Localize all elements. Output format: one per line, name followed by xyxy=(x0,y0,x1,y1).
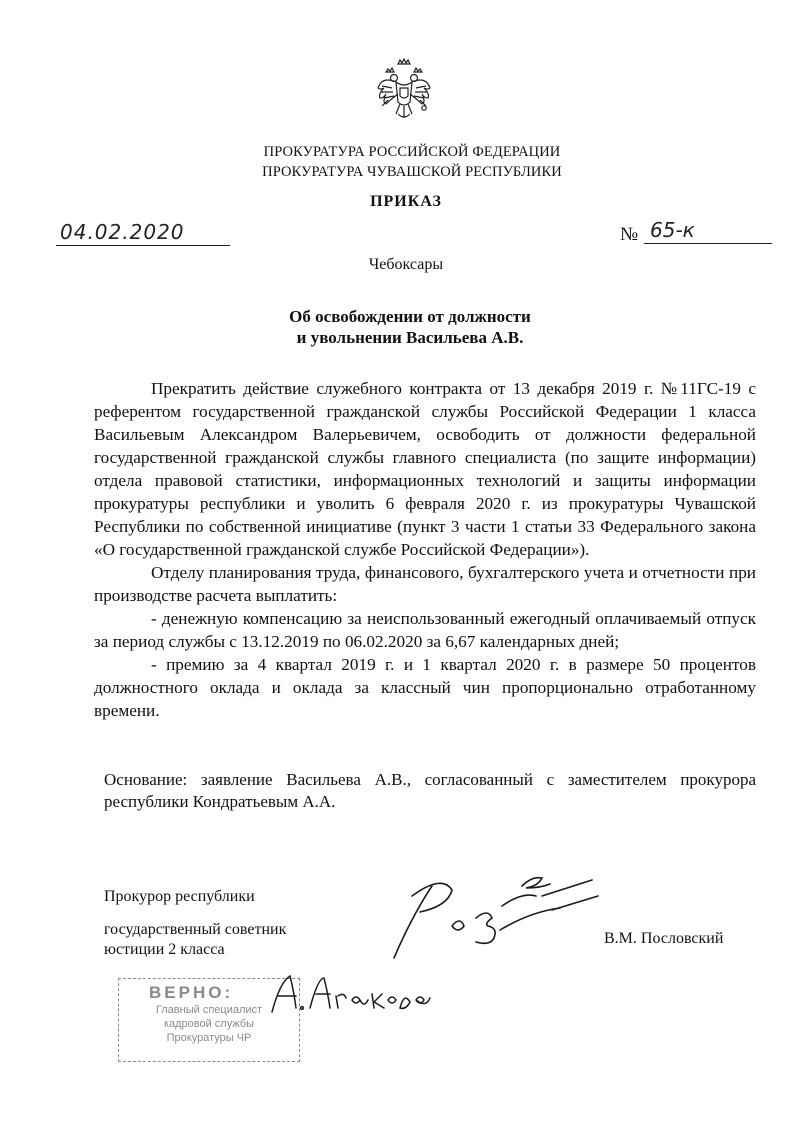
coat-of-arms-emblem xyxy=(374,58,434,124)
stamp-line-3: Прокуратуры ЧР xyxy=(166,1032,252,1044)
body-list-item-2: - премию за 4 квартал 2019 г. и 1 квартал 2020 г. в размере 50 процентов должностного оклада и оклада за классный чин пропорционально отработанному времени. xyxy=(94,655,756,720)
subject-line-1: Об освобождении от должности xyxy=(289,307,531,326)
order-date: 04.02.2020 xyxy=(56,220,230,246)
order-basis: Основание: заявление Васильева А.В., согласованный с заместителем прокурора республики Кондратьевым А.А. xyxy=(104,770,756,811)
stamp-line-1: Главный специалист xyxy=(155,1004,263,1016)
signatory-title-line-1: Прокурор республики xyxy=(104,888,255,905)
stamp-line-2: кадровой службы xyxy=(163,1018,255,1030)
city: Чебоксары xyxy=(368,256,444,273)
body-paragraph-2: Отделу планирования труда, финансового, бухгалтерского учета и отчетности при производстве расчета выплатить: xyxy=(94,563,756,605)
org-line-1: ПРОКУРАТУРА РОССИЙСКОЙ ФЕДЕРАЦИИ xyxy=(263,144,561,160)
order-number-label: № xyxy=(620,224,639,245)
body-list-item-1: - денежную компенсацию за неиспользованный ежегодный оплачиваемый отпуск за период службы с 13.12.2019 по 06.02.2020 за 6,67 календарных дней; xyxy=(94,609,756,651)
subject-line-2: и увольнении Васильева А.В. xyxy=(296,328,524,347)
handwritten-signature xyxy=(372,866,612,966)
signatory-title xyxy=(104,887,286,960)
body-paragraph-1: Прекратить действие служебного контракта от 13 декабря 2019 г. №11ГС-19 с референтом государственной гражданской службы Российской Федерации 1 класса Васильевым Александром Валерьевичем, освободить от должности федеральной государственной гражданской службы главного специалиста (по защите информации) отдела правовой статистики, информационных технологий и защиты информации прокуратуры республики и уволить 6 февраля 2020 г. из прокуратуры Чувашской Республики по собственной инициативе (пункт 3 части 1 статьи 33 Федерального закона «О государственной гражданской службе Российской Федерации»). xyxy=(94,379,756,559)
signatory-title-line-3: юстиции 2 класса xyxy=(104,941,225,958)
order-subject xyxy=(0,306,800,348)
signatory-name: В.М. Пословский xyxy=(604,930,724,947)
stamp-heading: ВЕРНО: xyxy=(149,983,234,1002)
document-type-title: ПРИКАЗ xyxy=(370,193,442,210)
order-body xyxy=(94,377,756,722)
signatory-title-line-2: государственный советник xyxy=(104,921,287,938)
stamp-handwritten-signature xyxy=(268,972,438,1016)
order-number: 65-к xyxy=(644,218,772,244)
org-line-2: ПРОКУРАТУРА ЧУВАШСКОЙ РЕСПУБЛИКИ xyxy=(262,164,562,180)
